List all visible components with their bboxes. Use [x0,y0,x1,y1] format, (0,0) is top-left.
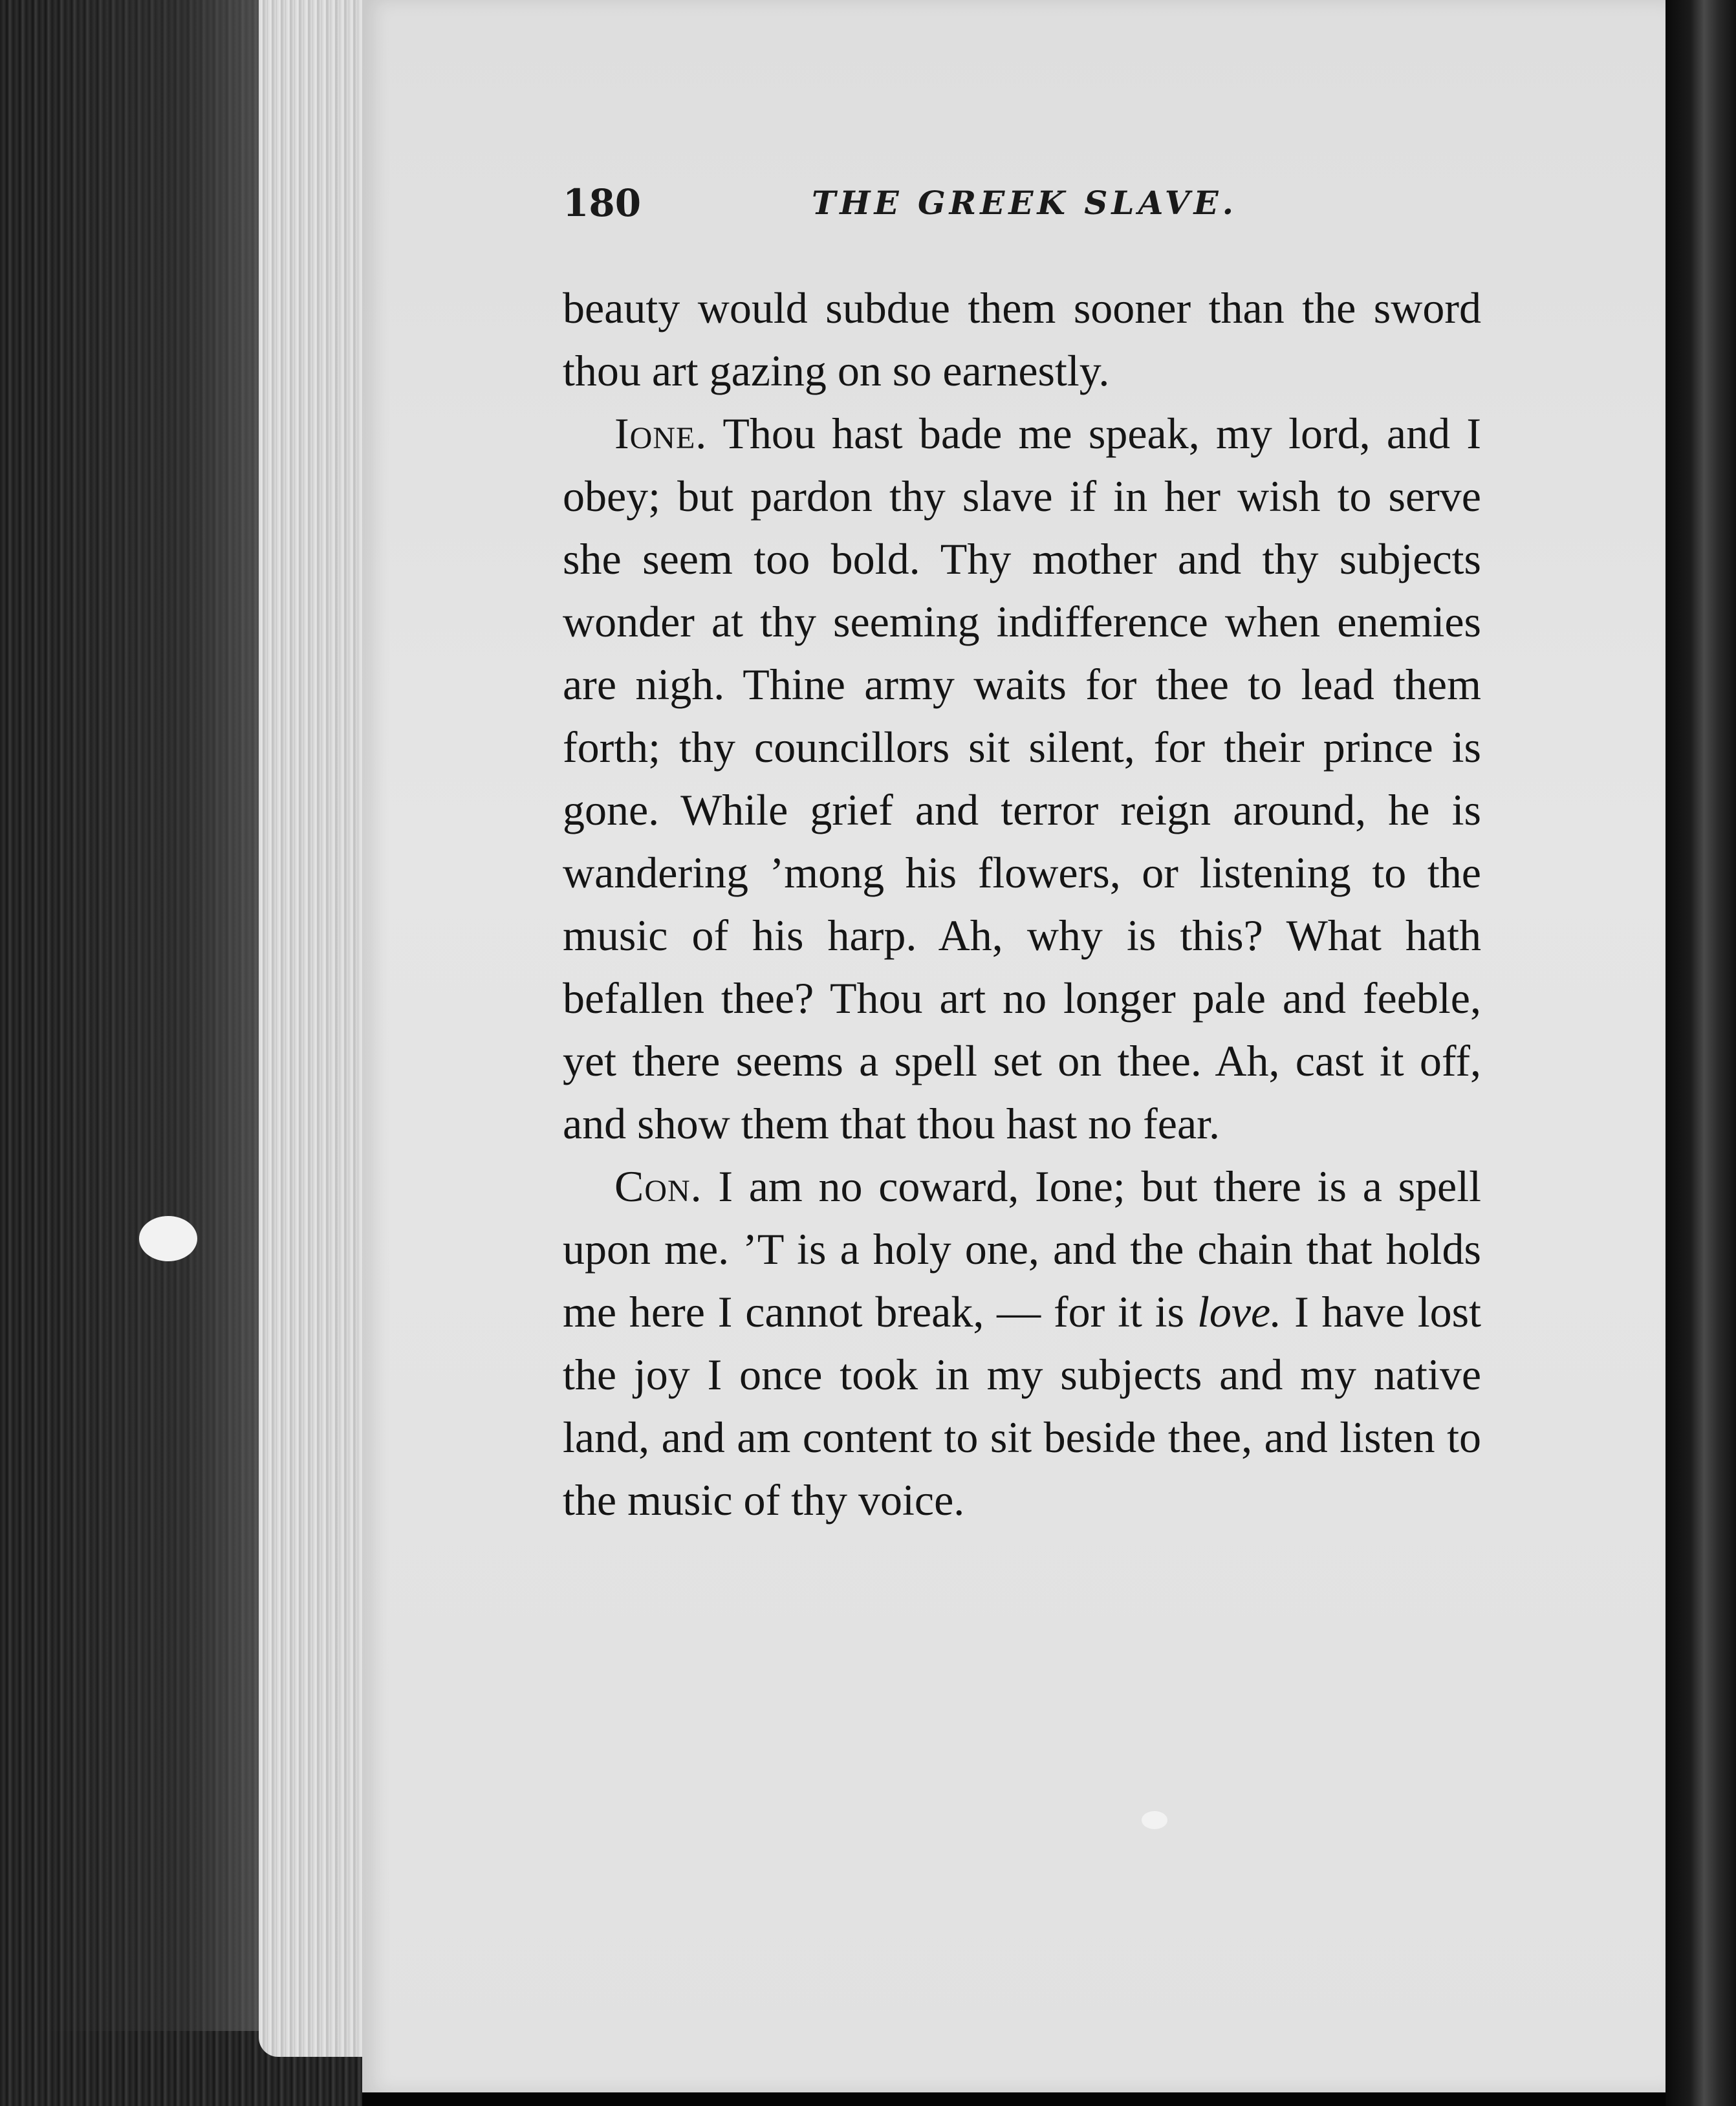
speech-text: I have lost the joy I once took in my subjects and my native land, and am content to sit beside thee, and listen to the music of thy voice. [563,1287,1482,1525]
speaker-name: Ione. [614,409,708,458]
paragraph-con [563,1155,1481,1532]
speech-text: I am no coward, Ione; but there is a spell upon me. ’T is a holy one, and the chain that holds me here I cannot break, — for it is [563,1162,1481,1336]
emphasis-text: love. [1197,1287,1282,1336]
page-leaves [259,0,369,2057]
scan-speck [1142,1811,1167,1829]
speech-text: Thou hast bade me speak, my lord, and I obey; but pardon thy slave if in her wish to serve she seem too bold. Thy mother and thy subjects wonder at thy seeming indifference when enemies are nigh. Thine army waits for thee to lead them forth; thy councillors sit silent, for their prince is gone. While grief and terror reign around, he is wandering ’mong his flowers, or listening to the music of his harp. Ah, why is this? What hath befallen thee? Thou art no longer pale and feeble, yet there seems a spell set on thee. Ah, cast it off, and show them that thou hast no fear. [563,409,1481,1148]
text-block [563,277,1481,1532]
scan-speck [139,1216,197,1261]
page-number: 180 [563,181,642,225]
paragraph-continuation: beauty would subdue them sooner than the sword thou art gazing on so earnestly. [563,283,1481,395]
running-head [563,181,1481,246]
right-page-gutter [1665,0,1736,2106]
running-title: THE GREEK SLAVE. [812,184,1238,222]
speaker-name: Con. [614,1162,702,1211]
paragraph-ione [563,402,1481,1155]
